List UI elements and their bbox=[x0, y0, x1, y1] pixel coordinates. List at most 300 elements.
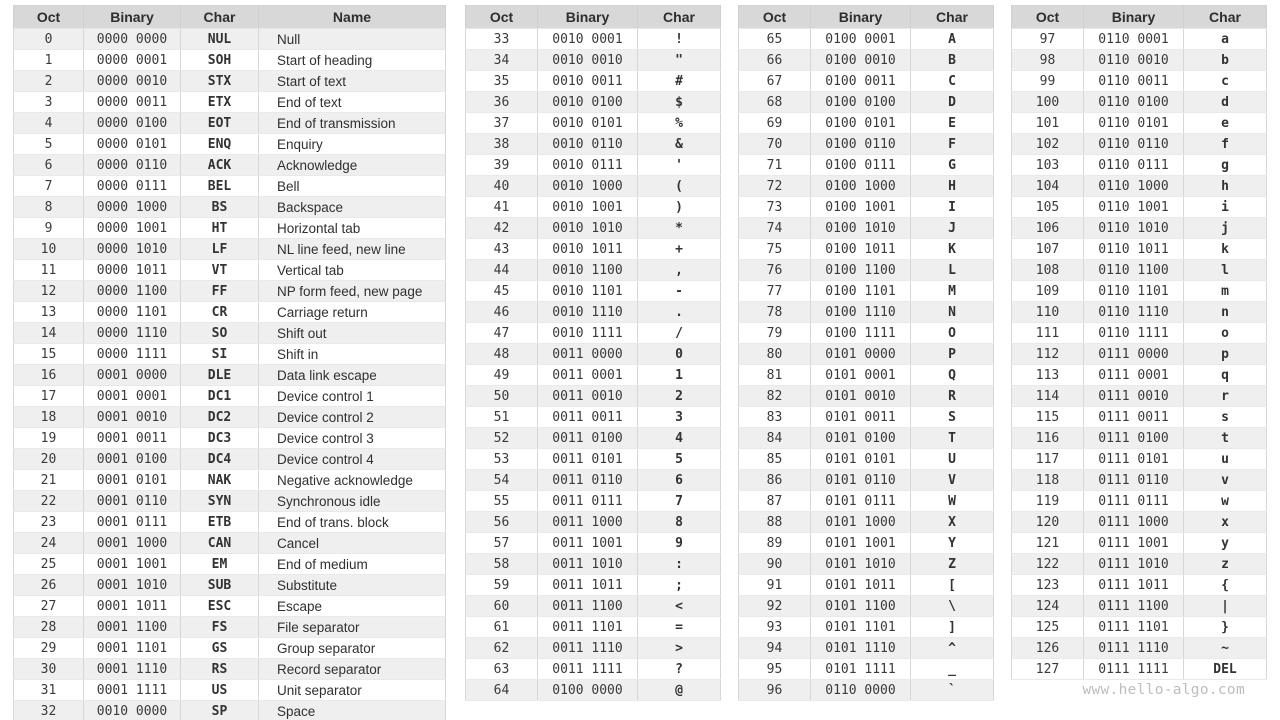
cell-char: NUL bbox=[181, 29, 259, 50]
cell-binary: 0110 1110 bbox=[1084, 302, 1184, 323]
cell-oct: 93 bbox=[739, 617, 811, 638]
table-row bbox=[739, 50, 994, 71]
cell-char: DLE bbox=[181, 365, 259, 386]
cell-oct: 45 bbox=[466, 281, 538, 302]
table-row bbox=[14, 575, 446, 596]
header-row bbox=[739, 6, 994, 29]
cell-binary: 0110 0110 bbox=[1084, 134, 1184, 155]
cell-oct: 110 bbox=[1012, 302, 1084, 323]
cell-oct: 59 bbox=[466, 575, 538, 596]
column-header-char: Char bbox=[1184, 6, 1267, 29]
cell-name: Start of text bbox=[259, 71, 446, 92]
cell-char: r bbox=[1184, 386, 1267, 407]
table-row bbox=[466, 554, 721, 575]
cell-char: A bbox=[911, 29, 994, 50]
cell-oct: 27 bbox=[14, 596, 84, 617]
cell-char: : bbox=[638, 554, 721, 575]
cell-binary: 0101 0000 bbox=[811, 344, 911, 365]
cell-char: < bbox=[638, 596, 721, 617]
cell-char: I bbox=[911, 197, 994, 218]
cell-binary: 0100 1011 bbox=[811, 239, 911, 260]
cell-binary: 0100 0001 bbox=[811, 29, 911, 50]
cell-oct: 82 bbox=[739, 386, 811, 407]
cell-binary: 0110 1100 bbox=[1084, 260, 1184, 281]
cell-char: 1 bbox=[638, 365, 721, 386]
cell-oct: 9 bbox=[14, 218, 84, 239]
table-row bbox=[466, 470, 721, 491]
cell-char: 5 bbox=[638, 449, 721, 470]
table-row bbox=[739, 617, 994, 638]
cell-oct: 65 bbox=[739, 29, 811, 50]
table-row bbox=[466, 323, 721, 344]
cell-binary: 0100 1101 bbox=[811, 281, 911, 302]
header-row bbox=[466, 6, 721, 29]
table-row bbox=[1012, 449, 1267, 470]
cell-char: q bbox=[1184, 365, 1267, 386]
cell-char: g bbox=[1184, 155, 1267, 176]
cell-oct: 119 bbox=[1012, 491, 1084, 512]
table-row bbox=[739, 134, 994, 155]
table-row bbox=[739, 386, 994, 407]
table-row bbox=[1012, 323, 1267, 344]
cell-oct: 91 bbox=[739, 575, 811, 596]
cell-oct: 28 bbox=[14, 617, 84, 638]
table-row bbox=[14, 92, 446, 113]
cell-oct: 6 bbox=[14, 155, 84, 176]
table-row bbox=[14, 50, 446, 71]
cell-char: ETB bbox=[181, 512, 259, 533]
cell-oct: 111 bbox=[1012, 323, 1084, 344]
cell-oct: 123 bbox=[1012, 575, 1084, 596]
cell-char: G bbox=[911, 155, 994, 176]
cell-oct: 84 bbox=[739, 428, 811, 449]
cell-binary: 0011 1000 bbox=[538, 512, 638, 533]
cell-oct: 101 bbox=[1012, 113, 1084, 134]
cell-oct: 58 bbox=[466, 554, 538, 575]
table-row bbox=[739, 260, 994, 281]
ascii-table-control-chars bbox=[13, 5, 446, 720]
cell-oct: 66 bbox=[739, 50, 811, 71]
cell-char: VT bbox=[181, 260, 259, 281]
table-row bbox=[466, 50, 721, 71]
cell-binary: 0001 1100 bbox=[84, 617, 181, 638]
ascii-tables-container bbox=[13, 5, 1267, 720]
cell-binary: 0111 1101 bbox=[1084, 617, 1184, 638]
cell-binary: 0011 0100 bbox=[538, 428, 638, 449]
cell-oct: 54 bbox=[466, 470, 538, 491]
cell-oct: 89 bbox=[739, 533, 811, 554]
cell-binary: 0000 0100 bbox=[84, 113, 181, 134]
table-row bbox=[739, 281, 994, 302]
cell-binary: 0001 1000 bbox=[84, 533, 181, 554]
cell-binary: 0000 0111 bbox=[84, 176, 181, 197]
cell-char: O bbox=[911, 323, 994, 344]
cell-binary: 0001 1001 bbox=[84, 554, 181, 575]
cell-oct: 94 bbox=[739, 638, 811, 659]
cell-char: C bbox=[911, 71, 994, 92]
table-row bbox=[14, 680, 446, 701]
cell-binary: 0100 0100 bbox=[811, 92, 911, 113]
cell-oct: 37 bbox=[466, 113, 538, 134]
cell-binary: 0010 0111 bbox=[538, 155, 638, 176]
cell-char: 8 bbox=[638, 512, 721, 533]
cell-char: J bbox=[911, 218, 994, 239]
cell-oct: 70 bbox=[739, 134, 811, 155]
cell-binary: 0011 0011 bbox=[538, 407, 638, 428]
cell-char: SI bbox=[181, 344, 259, 365]
cell-binary: 0001 0101 bbox=[84, 470, 181, 491]
cell-binary: 0101 1010 bbox=[811, 554, 911, 575]
cell-char: $ bbox=[638, 92, 721, 113]
table-row bbox=[739, 428, 994, 449]
table-row bbox=[466, 449, 721, 470]
cell-binary: 0001 0000 bbox=[84, 365, 181, 386]
cell-oct: 102 bbox=[1012, 134, 1084, 155]
table-row bbox=[1012, 428, 1267, 449]
cell-oct: 4 bbox=[14, 113, 84, 134]
table-row bbox=[14, 197, 446, 218]
table-row bbox=[466, 344, 721, 365]
cell-char: % bbox=[638, 113, 721, 134]
cell-char: ( bbox=[638, 176, 721, 197]
cell-name: Bell bbox=[259, 176, 446, 197]
cell-oct: 73 bbox=[739, 197, 811, 218]
cell-char: E bbox=[911, 113, 994, 134]
cell-char: ~ bbox=[1184, 638, 1267, 659]
cell-oct: 97 bbox=[1012, 29, 1084, 50]
cell-binary: 0111 1111 bbox=[1084, 659, 1184, 680]
cell-char: ENQ bbox=[181, 134, 259, 155]
cell-name: Record separator bbox=[259, 659, 446, 680]
cell-oct: 96 bbox=[739, 680, 811, 701]
cell-binary: 0100 0010 bbox=[811, 50, 911, 71]
table-row bbox=[14, 29, 446, 50]
cell-char: e bbox=[1184, 113, 1267, 134]
table-row bbox=[14, 323, 446, 344]
table-row bbox=[739, 365, 994, 386]
cell-oct: 44 bbox=[466, 260, 538, 281]
cell-char: l bbox=[1184, 260, 1267, 281]
cell-binary: 0111 0000 bbox=[1084, 344, 1184, 365]
table-row bbox=[14, 701, 446, 720]
cell-binary: 0000 1010 bbox=[84, 239, 181, 260]
table-row bbox=[466, 659, 721, 680]
cell-binary: 0001 0110 bbox=[84, 491, 181, 512]
cell-binary: 0110 0000 bbox=[811, 680, 911, 701]
table-row bbox=[466, 218, 721, 239]
cell-char: L bbox=[911, 260, 994, 281]
cell-oct: 126 bbox=[1012, 638, 1084, 659]
cell-oct: 47 bbox=[466, 323, 538, 344]
cell-oct: 20 bbox=[14, 449, 84, 470]
cell-char: HT bbox=[181, 218, 259, 239]
cell-char: . bbox=[638, 302, 721, 323]
cell-oct: 116 bbox=[1012, 428, 1084, 449]
cell-char: ^ bbox=[911, 638, 994, 659]
table-row bbox=[466, 281, 721, 302]
cell-char: a bbox=[1184, 29, 1267, 50]
cell-char: b bbox=[1184, 50, 1267, 71]
cell-oct: 86 bbox=[739, 470, 811, 491]
cell-oct: 113 bbox=[1012, 365, 1084, 386]
cell-binary: 0011 1101 bbox=[538, 617, 638, 638]
cell-binary: 0101 0101 bbox=[811, 449, 911, 470]
cell-char: ESC bbox=[181, 596, 259, 617]
cell-char: - bbox=[638, 281, 721, 302]
cell-char: [ bbox=[911, 575, 994, 596]
cell-binary: 0110 1000 bbox=[1084, 176, 1184, 197]
cell-binary: 0111 0010 bbox=[1084, 386, 1184, 407]
table-row bbox=[14, 554, 446, 575]
cell-binary: 0100 0110 bbox=[811, 134, 911, 155]
cell-char: SOH bbox=[181, 50, 259, 71]
cell-char: SUB bbox=[181, 575, 259, 596]
cell-oct: 127 bbox=[1012, 659, 1084, 680]
cell-name: End of transmission bbox=[259, 113, 446, 134]
cell-oct: 12 bbox=[14, 281, 84, 302]
cell-binary: 0101 1110 bbox=[811, 638, 911, 659]
table-row bbox=[466, 407, 721, 428]
cell-char: v bbox=[1184, 470, 1267, 491]
cell-oct: 36 bbox=[466, 92, 538, 113]
table-row bbox=[739, 554, 994, 575]
cell-binary: 0100 1100 bbox=[811, 260, 911, 281]
cell-char: 3 bbox=[638, 407, 721, 428]
table-row bbox=[1012, 365, 1267, 386]
cell-char: f bbox=[1184, 134, 1267, 155]
table-row bbox=[14, 617, 446, 638]
table-row bbox=[739, 197, 994, 218]
cell-binary: 0001 1010 bbox=[84, 575, 181, 596]
table-row bbox=[14, 659, 446, 680]
column-header-binary: Binary bbox=[84, 6, 181, 29]
cell-name: Start of heading bbox=[259, 50, 446, 71]
table-row bbox=[739, 71, 994, 92]
table-row bbox=[739, 302, 994, 323]
cell-name: Data link escape bbox=[259, 365, 446, 386]
cell-binary: 0110 0100 bbox=[1084, 92, 1184, 113]
table-row bbox=[466, 365, 721, 386]
cell-binary: 0000 0010 bbox=[84, 71, 181, 92]
cell-binary: 0101 1111 bbox=[811, 659, 911, 680]
cell-char: @ bbox=[638, 680, 721, 701]
cell-name: Backspace bbox=[259, 197, 446, 218]
column-header-binary: Binary bbox=[811, 6, 911, 29]
cell-oct: 49 bbox=[466, 365, 538, 386]
cell-binary: 0100 0000 bbox=[538, 680, 638, 701]
cell-char: > bbox=[638, 638, 721, 659]
cell-char: s bbox=[1184, 407, 1267, 428]
table-row bbox=[739, 323, 994, 344]
cell-name: Horizontal tab bbox=[259, 218, 446, 239]
cell-binary: 0111 0001 bbox=[1084, 365, 1184, 386]
cell-oct: 22 bbox=[14, 491, 84, 512]
cell-oct: 52 bbox=[466, 428, 538, 449]
cell-char: DC2 bbox=[181, 407, 259, 428]
cell-oct: 92 bbox=[739, 596, 811, 617]
column-header-oct: Oct bbox=[739, 6, 811, 29]
cell-char: SO bbox=[181, 323, 259, 344]
cell-char: DEL bbox=[1184, 659, 1267, 680]
cell-char: SP bbox=[181, 701, 259, 720]
cell-oct: 80 bbox=[739, 344, 811, 365]
table-row bbox=[14, 428, 446, 449]
table-row bbox=[14, 302, 446, 323]
cell-oct: 0 bbox=[14, 29, 84, 50]
cell-char: ACK bbox=[181, 155, 259, 176]
cell-oct: 41 bbox=[466, 197, 538, 218]
table-row bbox=[14, 218, 446, 239]
table-row bbox=[14, 176, 446, 197]
table-row bbox=[14, 638, 446, 659]
table-row bbox=[14, 449, 446, 470]
table-row bbox=[1012, 386, 1267, 407]
header-row bbox=[14, 6, 446, 29]
cell-binary: 0000 1011 bbox=[84, 260, 181, 281]
table-row bbox=[14, 596, 446, 617]
cell-binary: 0011 0001 bbox=[538, 365, 638, 386]
cell-binary: 0110 0010 bbox=[1084, 50, 1184, 71]
cell-name: Unit separator bbox=[259, 680, 446, 701]
cell-oct: 103 bbox=[1012, 155, 1084, 176]
cell-oct: 8 bbox=[14, 197, 84, 218]
cell-char: t bbox=[1184, 428, 1267, 449]
cell-char: DC3 bbox=[181, 428, 259, 449]
cell-oct: 124 bbox=[1012, 596, 1084, 617]
cell-name: Cancel bbox=[259, 533, 446, 554]
table-row bbox=[466, 428, 721, 449]
table-row bbox=[1012, 617, 1267, 638]
cell-char: DC4 bbox=[181, 449, 259, 470]
table-row bbox=[1012, 533, 1267, 554]
cell-binary: 0111 1110 bbox=[1084, 638, 1184, 659]
table-row bbox=[739, 470, 994, 491]
table-row bbox=[739, 575, 994, 596]
watermark: www.hello-algo.com bbox=[1082, 682, 1245, 698]
cell-binary: 0100 1010 bbox=[811, 218, 911, 239]
cell-char: R bbox=[911, 386, 994, 407]
cell-binary: 0010 0001 bbox=[538, 29, 638, 50]
cell-char: BEL bbox=[181, 176, 259, 197]
cell-binary: 0010 1010 bbox=[538, 218, 638, 239]
cell-oct: 17 bbox=[14, 386, 84, 407]
cell-binary: 0011 1100 bbox=[538, 596, 638, 617]
table-row bbox=[466, 155, 721, 176]
cell-oct: 81 bbox=[739, 365, 811, 386]
cell-oct: 71 bbox=[739, 155, 811, 176]
cell-char: CAN bbox=[181, 533, 259, 554]
cell-oct: 118 bbox=[1012, 470, 1084, 491]
cell-binary: 0101 1001 bbox=[811, 533, 911, 554]
cell-char: / bbox=[638, 323, 721, 344]
cell-oct: 99 bbox=[1012, 71, 1084, 92]
cell-binary: 0010 1110 bbox=[538, 302, 638, 323]
table-row bbox=[466, 260, 721, 281]
cell-oct: 62 bbox=[466, 638, 538, 659]
cell-oct: 30 bbox=[14, 659, 84, 680]
cell-char: i bbox=[1184, 197, 1267, 218]
cell-binary: 0011 1110 bbox=[538, 638, 638, 659]
cell-binary: 0001 0001 bbox=[84, 386, 181, 407]
table-row bbox=[739, 92, 994, 113]
cell-binary: 0101 0011 bbox=[811, 407, 911, 428]
cell-name: Negative acknowledge bbox=[259, 470, 446, 491]
table-row bbox=[739, 596, 994, 617]
table-row bbox=[466, 302, 721, 323]
column-header-char: Char bbox=[181, 6, 259, 29]
cell-name: Synchronous idle bbox=[259, 491, 446, 512]
table-row bbox=[14, 491, 446, 512]
cell-binary: 0010 0110 bbox=[538, 134, 638, 155]
cell-oct: 48 bbox=[466, 344, 538, 365]
cell-char: * bbox=[638, 218, 721, 239]
cell-oct: 125 bbox=[1012, 617, 1084, 638]
cell-oct: 15 bbox=[14, 344, 84, 365]
cell-oct: 34 bbox=[466, 50, 538, 71]
table-row bbox=[14, 239, 446, 260]
table-row bbox=[466, 575, 721, 596]
cell-name: NL line feed, new line bbox=[259, 239, 446, 260]
cell-char: } bbox=[1184, 617, 1267, 638]
ascii-table-97-127 bbox=[1011, 5, 1267, 680]
table-row bbox=[1012, 218, 1267, 239]
cell-binary: 0001 0010 bbox=[84, 407, 181, 428]
cell-oct: 13 bbox=[14, 302, 84, 323]
cell-binary: 0011 0101 bbox=[538, 449, 638, 470]
cell-binary: 0111 1011 bbox=[1084, 575, 1184, 596]
cell-char: US bbox=[181, 680, 259, 701]
cell-binary: 0101 0001 bbox=[811, 365, 911, 386]
cell-oct: 57 bbox=[466, 533, 538, 554]
table-row bbox=[1012, 134, 1267, 155]
cell-name: End of text bbox=[259, 92, 446, 113]
table-row bbox=[739, 239, 994, 260]
table-row bbox=[466, 71, 721, 92]
table-row bbox=[1012, 113, 1267, 134]
cell-binary: 0101 1101 bbox=[811, 617, 911, 638]
cell-oct: 108 bbox=[1012, 260, 1084, 281]
table-row bbox=[14, 365, 446, 386]
cell-name: Device control 4 bbox=[259, 449, 446, 470]
table-row bbox=[466, 113, 721, 134]
cell-binary: 0011 1010 bbox=[538, 554, 638, 575]
cell-oct: 53 bbox=[466, 449, 538, 470]
cell-char: DC1 bbox=[181, 386, 259, 407]
cell-oct: 72 bbox=[739, 176, 811, 197]
cell-binary: 0011 1001 bbox=[538, 533, 638, 554]
cell-char: j bbox=[1184, 218, 1267, 239]
cell-binary: 0010 0010 bbox=[538, 50, 638, 71]
table-row bbox=[14, 386, 446, 407]
cell-char: k bbox=[1184, 239, 1267, 260]
cell-binary: 0010 0011 bbox=[538, 71, 638, 92]
cell-binary: 0000 1100 bbox=[84, 281, 181, 302]
cell-oct: 24 bbox=[14, 533, 84, 554]
cell-char: X bbox=[911, 512, 994, 533]
table-row bbox=[739, 113, 994, 134]
cell-char: = bbox=[638, 617, 721, 638]
cell-binary: 0110 0101 bbox=[1084, 113, 1184, 134]
ascii-table-33-64 bbox=[465, 5, 721, 701]
cell-name: File separator bbox=[259, 617, 446, 638]
cell-oct: 120 bbox=[1012, 512, 1084, 533]
table-row bbox=[739, 29, 994, 50]
cell-char: ' bbox=[638, 155, 721, 176]
cell-binary: 0100 0101 bbox=[811, 113, 911, 134]
cell-char: ` bbox=[911, 680, 994, 701]
table-row bbox=[1012, 491, 1267, 512]
cell-oct: 112 bbox=[1012, 344, 1084, 365]
